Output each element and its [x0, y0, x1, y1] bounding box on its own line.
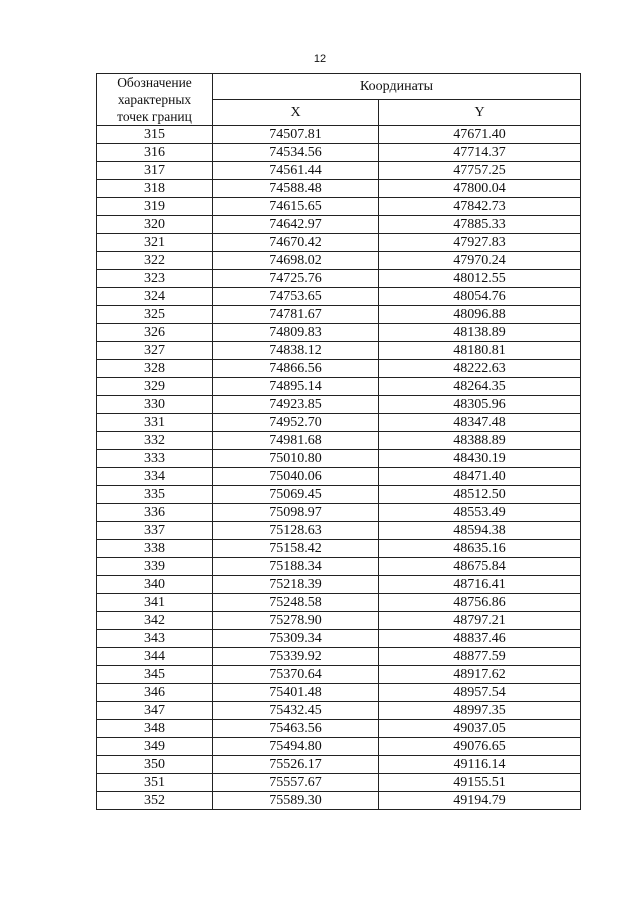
- table-row: [97, 792, 581, 810]
- x-cell: 75188.34: [213, 558, 379, 576]
- x-cell: 74923.85: [213, 396, 379, 414]
- y-cell: 47714.37: [379, 144, 581, 162]
- y-cell: 48347.48: [379, 414, 581, 432]
- y-cell: 48388.89: [379, 432, 581, 450]
- point-cell: 330: [97, 396, 213, 414]
- point-cell: 352: [97, 792, 213, 810]
- table-row: [97, 360, 581, 378]
- y-cell: 47970.24: [379, 252, 581, 270]
- table-row: [97, 540, 581, 558]
- x-cell: 74781.67: [213, 306, 379, 324]
- point-cell: 319: [97, 198, 213, 216]
- y-cell: 48675.84: [379, 558, 581, 576]
- x-cell: 75432.45: [213, 702, 379, 720]
- y-cell: 47671.40: [379, 126, 581, 144]
- y-cell: 48430.19: [379, 450, 581, 468]
- x-cell: 75494.80: [213, 738, 379, 756]
- x-cell: 75370.64: [213, 666, 379, 684]
- table-row: [97, 216, 581, 234]
- table-row: [97, 378, 581, 396]
- x-cell: 75526.17: [213, 756, 379, 774]
- table-row: [97, 720, 581, 738]
- table-row: [97, 180, 581, 198]
- y-cell: 48877.59: [379, 648, 581, 666]
- x-cell: 75040.06: [213, 468, 379, 486]
- point-label-line: характерных: [117, 92, 192, 107]
- point-label-header: [97, 74, 213, 126]
- table-row: [97, 612, 581, 630]
- table-row: [97, 450, 581, 468]
- table-row: [97, 594, 581, 612]
- point-cell: 320: [97, 216, 213, 234]
- table-body: [97, 126, 581, 810]
- x-cell: 74809.83: [213, 324, 379, 342]
- x-cell: 75158.42: [213, 540, 379, 558]
- y-cell: 48096.88: [379, 306, 581, 324]
- point-cell: 316: [97, 144, 213, 162]
- x-cell: 74534.56: [213, 144, 379, 162]
- x-cell: 75339.92: [213, 648, 379, 666]
- table-row: [97, 702, 581, 720]
- table-row: [97, 522, 581, 540]
- table-row: [97, 162, 581, 180]
- x-cell: 74588.48: [213, 180, 379, 198]
- point-cell: 329: [97, 378, 213, 396]
- table-row: [97, 144, 581, 162]
- point-cell: 327: [97, 342, 213, 360]
- x-cell: 74753.65: [213, 288, 379, 306]
- x-cell: 74895.14: [213, 378, 379, 396]
- y-cell: 48957.54: [379, 684, 581, 702]
- x-cell: 74725.76: [213, 270, 379, 288]
- table-row: [97, 504, 581, 522]
- table-row: [97, 198, 581, 216]
- y-cell: 49037.05: [379, 720, 581, 738]
- y-cell: 48716.41: [379, 576, 581, 594]
- y-cell: 48305.96: [379, 396, 581, 414]
- y-cell: 49116.14: [379, 756, 581, 774]
- y-cell: 47757.25: [379, 162, 581, 180]
- table-row: [97, 126, 581, 144]
- table-row: [97, 270, 581, 288]
- table-row: [97, 432, 581, 450]
- point-cell: 347: [97, 702, 213, 720]
- y-column-header: Y: [379, 100, 581, 126]
- x-cell: 74615.65: [213, 198, 379, 216]
- table-row: [97, 486, 581, 504]
- x-cell: 74698.02: [213, 252, 379, 270]
- y-cell: 48635.16: [379, 540, 581, 558]
- x-cell: 75218.39: [213, 576, 379, 594]
- x-cell: 74642.97: [213, 216, 379, 234]
- point-cell: 331: [97, 414, 213, 432]
- coordinates-header: Координаты: [213, 74, 581, 100]
- y-cell: 48837.46: [379, 630, 581, 648]
- table-row: [97, 738, 581, 756]
- y-cell: 48756.86: [379, 594, 581, 612]
- table-row: [97, 576, 581, 594]
- x-cell: 75557.67: [213, 774, 379, 792]
- point-cell: 348: [97, 720, 213, 738]
- point-cell: 323: [97, 270, 213, 288]
- x-cell: 75589.30: [213, 792, 379, 810]
- y-cell: 49194.79: [379, 792, 581, 810]
- point-cell: 342: [97, 612, 213, 630]
- point-cell: 335: [97, 486, 213, 504]
- table-row: [97, 414, 581, 432]
- table-row: [97, 468, 581, 486]
- y-cell: 48471.40: [379, 468, 581, 486]
- table-row: [97, 558, 581, 576]
- table-row: [97, 666, 581, 684]
- table-row: [97, 252, 581, 270]
- point-label-line: Обозначение: [117, 75, 192, 90]
- table-row: [97, 306, 581, 324]
- y-cell: 47800.04: [379, 180, 581, 198]
- y-cell: 47927.83: [379, 234, 581, 252]
- point-cell: 339: [97, 558, 213, 576]
- x-cell: 75401.48: [213, 684, 379, 702]
- table-row: [97, 288, 581, 306]
- table-row: [97, 396, 581, 414]
- x-cell: 74952.70: [213, 414, 379, 432]
- y-cell: 48264.35: [379, 378, 581, 396]
- y-cell: 49076.65: [379, 738, 581, 756]
- x-cell: 75309.34: [213, 630, 379, 648]
- table-header: [97, 74, 581, 126]
- x-cell: 75248.58: [213, 594, 379, 612]
- table-row: [97, 234, 581, 252]
- y-cell: 48012.55: [379, 270, 581, 288]
- x-cell: 75278.90: [213, 612, 379, 630]
- y-cell: 48917.62: [379, 666, 581, 684]
- point-label-line: точек границ: [117, 109, 192, 124]
- point-cell: 345: [97, 666, 213, 684]
- point-cell: 318: [97, 180, 213, 198]
- y-cell: 48594.38: [379, 522, 581, 540]
- y-cell: 47842.73: [379, 198, 581, 216]
- y-cell: 48997.35: [379, 702, 581, 720]
- point-cell: 317: [97, 162, 213, 180]
- point-cell: 338: [97, 540, 213, 558]
- coordinates-table: [96, 73, 581, 810]
- point-cell: 326: [97, 324, 213, 342]
- table-row: [97, 756, 581, 774]
- table-row: [97, 630, 581, 648]
- point-cell: 324: [97, 288, 213, 306]
- point-cell: 336: [97, 504, 213, 522]
- point-cell: 349: [97, 738, 213, 756]
- point-cell: 343: [97, 630, 213, 648]
- x-cell: 75098.97: [213, 504, 379, 522]
- point-cell: 344: [97, 648, 213, 666]
- point-cell: 340: [97, 576, 213, 594]
- point-cell: 333: [97, 450, 213, 468]
- y-cell: 48054.76: [379, 288, 581, 306]
- point-cell: 321: [97, 234, 213, 252]
- x-cell: 75010.80: [213, 450, 379, 468]
- x-cell: 74981.68: [213, 432, 379, 450]
- point-cell: 315: [97, 126, 213, 144]
- table-row: [97, 648, 581, 666]
- table-row: [97, 324, 581, 342]
- point-cell: 337: [97, 522, 213, 540]
- y-cell: 48180.81: [379, 342, 581, 360]
- point-cell: 334: [97, 468, 213, 486]
- point-cell: 322: [97, 252, 213, 270]
- x-cell: 74561.44: [213, 162, 379, 180]
- point-cell: 350: [97, 756, 213, 774]
- y-cell: 47885.33: [379, 216, 581, 234]
- x-cell: 74670.42: [213, 234, 379, 252]
- y-cell: 48138.89: [379, 324, 581, 342]
- y-cell: 49155.51: [379, 774, 581, 792]
- point-cell: 346: [97, 684, 213, 702]
- x-cell: 74838.12: [213, 342, 379, 360]
- x-cell: 75128.63: [213, 522, 379, 540]
- x-cell: 75069.45: [213, 486, 379, 504]
- point-cell: 351: [97, 774, 213, 792]
- page-number: 12: [313, 53, 327, 65]
- point-cell: 332: [97, 432, 213, 450]
- table-row: [97, 774, 581, 792]
- y-cell: 48553.49: [379, 504, 581, 522]
- y-cell: 48797.21: [379, 612, 581, 630]
- point-cell: 328: [97, 360, 213, 378]
- table-row: [97, 342, 581, 360]
- x-cell: 74507.81: [213, 126, 379, 144]
- x-cell: 75463.56: [213, 720, 379, 738]
- y-cell: 48512.50: [379, 486, 581, 504]
- x-column-header: X: [213, 100, 379, 126]
- table-row: [97, 684, 581, 702]
- point-cell: 325: [97, 306, 213, 324]
- point-cell: 341: [97, 594, 213, 612]
- x-cell: 74866.56: [213, 360, 379, 378]
- y-cell: 48222.63: [379, 360, 581, 378]
